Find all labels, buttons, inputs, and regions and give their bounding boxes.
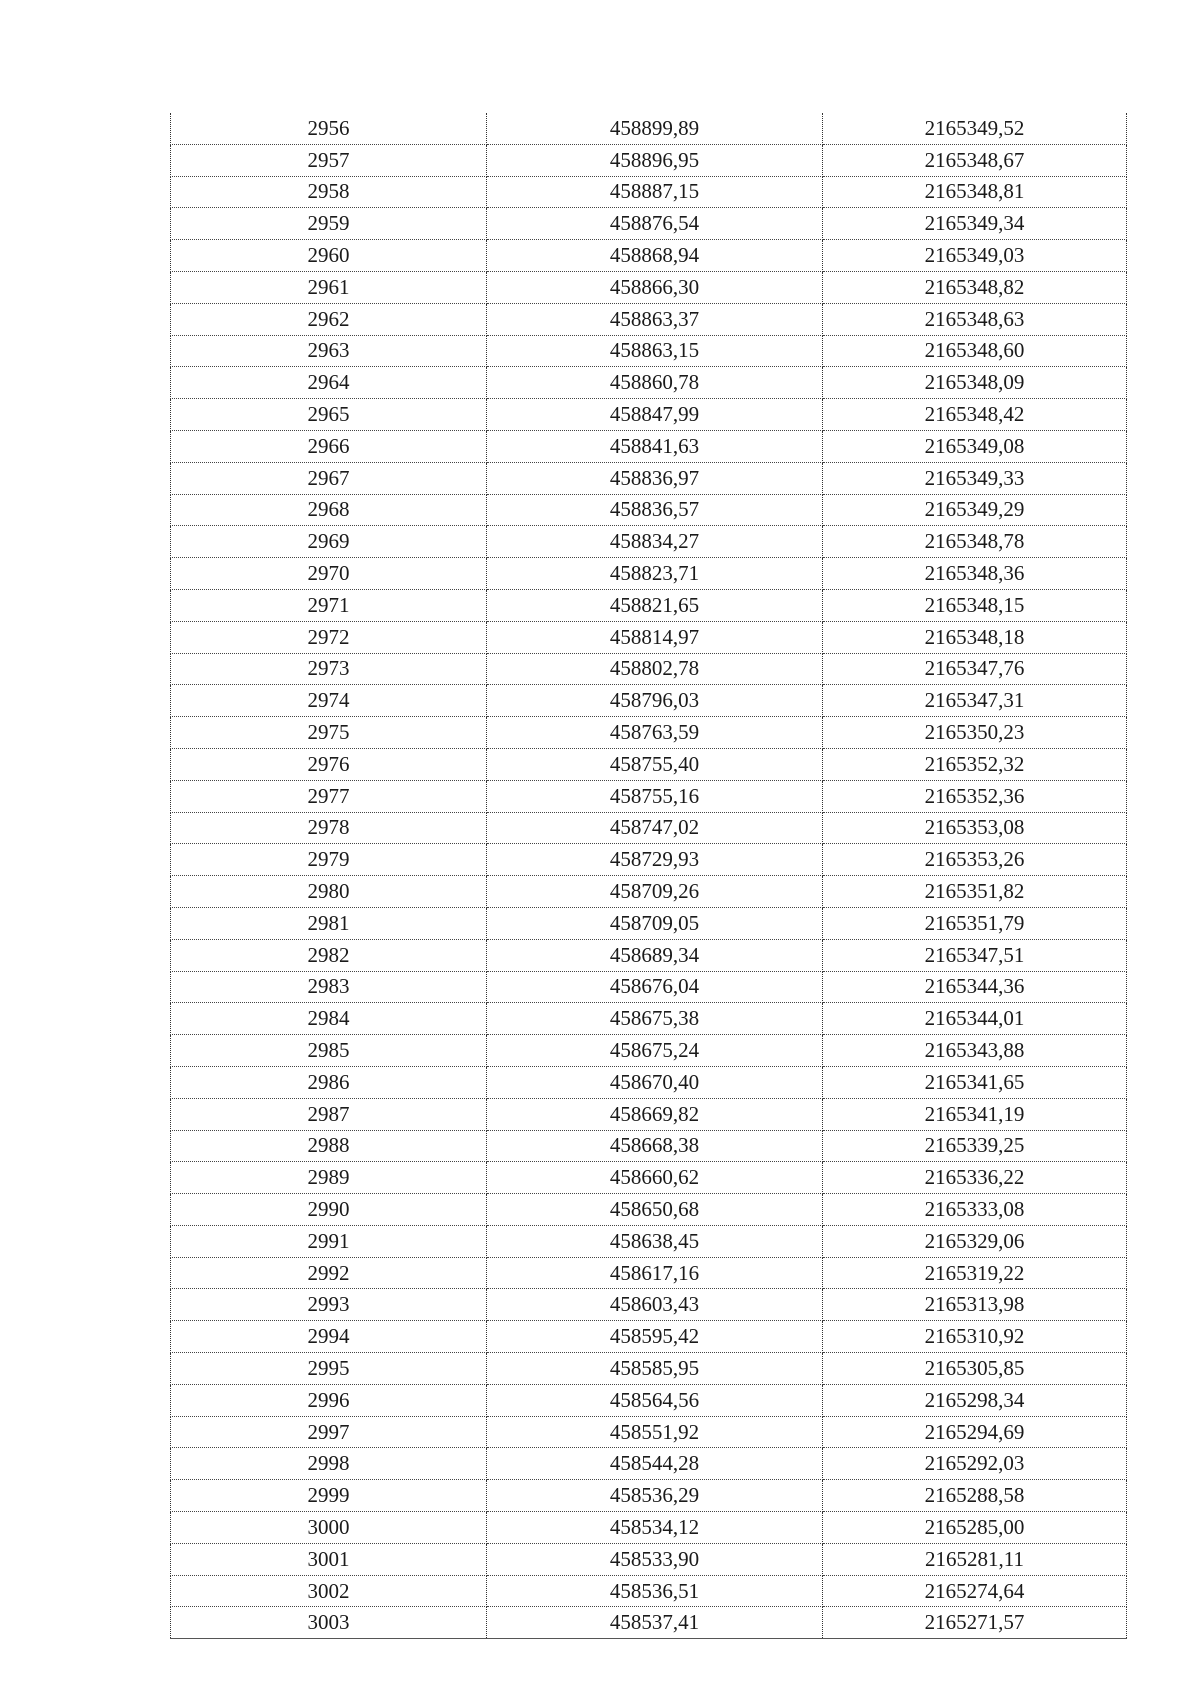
x-coordinate-cell: 458660,62 xyxy=(487,1162,823,1194)
table-row xyxy=(171,462,1127,494)
point-number-cell: 2961 xyxy=(171,271,487,303)
x-coordinate-cell: 458537,41 xyxy=(487,1607,823,1639)
point-number-cell: 2990 xyxy=(171,1194,487,1226)
point-number-cell: 2986 xyxy=(171,1066,487,1098)
x-coordinate-cell: 458863,15 xyxy=(487,335,823,367)
point-number-cell: 2978 xyxy=(171,812,487,844)
point-number-cell: 2958 xyxy=(171,176,487,208)
x-coordinate-cell: 458755,40 xyxy=(487,748,823,780)
y-coordinate-cell: 2165348,78 xyxy=(823,526,1127,558)
point-number-cell: 2972 xyxy=(171,621,487,653)
point-number-cell: 2981 xyxy=(171,907,487,939)
point-number-cell: 2970 xyxy=(171,558,487,590)
point-number-cell: 2969 xyxy=(171,526,487,558)
x-coordinate-cell: 458585,95 xyxy=(487,1353,823,1385)
y-coordinate-cell: 2165349,33 xyxy=(823,462,1127,494)
table-row xyxy=(171,1162,1127,1194)
point-number-cell: 2959 xyxy=(171,208,487,240)
point-number-cell: 2988 xyxy=(171,1130,487,1162)
y-coordinate-cell: 2165348,09 xyxy=(823,367,1127,399)
point-number-cell: 2976 xyxy=(171,748,487,780)
table-row xyxy=(171,1130,1127,1162)
y-coordinate-cell: 2165274,64 xyxy=(823,1575,1127,1607)
point-number-cell: 2998 xyxy=(171,1448,487,1480)
x-coordinate-cell: 458536,29 xyxy=(487,1480,823,1512)
y-coordinate-cell: 2165344,36 xyxy=(823,971,1127,1003)
y-coordinate-cell: 2165271,57 xyxy=(823,1607,1127,1639)
table-row xyxy=(171,1321,1127,1353)
table-row xyxy=(171,303,1127,335)
y-coordinate-cell: 2165349,29 xyxy=(823,494,1127,526)
point-number-cell: 2957 xyxy=(171,144,487,176)
x-coordinate-cell: 458676,04 xyxy=(487,971,823,1003)
y-coordinate-cell: 2165285,00 xyxy=(823,1512,1127,1544)
table-row xyxy=(171,653,1127,685)
x-coordinate-cell: 458709,05 xyxy=(487,907,823,939)
table-row xyxy=(171,208,1127,240)
y-coordinate-cell: 2165347,31 xyxy=(823,685,1127,717)
x-coordinate-cell: 458709,26 xyxy=(487,876,823,908)
y-coordinate-cell: 2165336,22 xyxy=(823,1162,1127,1194)
table-row xyxy=(171,1480,1127,1512)
table-row xyxy=(171,271,1127,303)
point-number-cell: 2989 xyxy=(171,1162,487,1194)
table-row xyxy=(171,335,1127,367)
x-coordinate-cell: 458689,34 xyxy=(487,939,823,971)
x-coordinate-cell: 458823,71 xyxy=(487,558,823,590)
y-coordinate-cell: 2165339,25 xyxy=(823,1130,1127,1162)
x-coordinate-cell: 458729,93 xyxy=(487,844,823,876)
y-coordinate-cell: 2165348,60 xyxy=(823,335,1127,367)
y-coordinate-cell: 2165298,34 xyxy=(823,1384,1127,1416)
x-coordinate-cell: 458595,42 xyxy=(487,1321,823,1353)
table-row xyxy=(171,1003,1127,1035)
x-coordinate-cell: 458603,43 xyxy=(487,1289,823,1321)
y-coordinate-cell: 2165348,42 xyxy=(823,399,1127,431)
y-coordinate-cell: 2165349,08 xyxy=(823,430,1127,462)
table-row xyxy=(171,1575,1127,1607)
y-coordinate-cell: 2165310,92 xyxy=(823,1321,1127,1353)
table-row xyxy=(171,844,1127,876)
point-number-cell: 2977 xyxy=(171,780,487,812)
x-coordinate-cell: 458863,37 xyxy=(487,303,823,335)
y-coordinate-cell: 2165333,08 xyxy=(823,1194,1127,1226)
point-number-cell: 2966 xyxy=(171,430,487,462)
y-coordinate-cell: 2165353,26 xyxy=(823,844,1127,876)
y-coordinate-cell: 2165292,03 xyxy=(823,1448,1127,1480)
y-coordinate-cell: 2165350,23 xyxy=(823,717,1127,749)
table-row xyxy=(171,1448,1127,1480)
point-number-cell: 3003 xyxy=(171,1607,487,1639)
point-number-cell: 2994 xyxy=(171,1321,487,1353)
y-coordinate-cell: 2165329,06 xyxy=(823,1225,1127,1257)
table-row xyxy=(171,1416,1127,1448)
point-number-cell: 2979 xyxy=(171,844,487,876)
point-number-cell: 2956 xyxy=(171,113,487,144)
point-number-cell: 2987 xyxy=(171,1098,487,1130)
x-coordinate-cell: 458534,12 xyxy=(487,1512,823,1544)
x-coordinate-cell: 458868,94 xyxy=(487,240,823,272)
table-row xyxy=(171,685,1127,717)
y-coordinate-cell: 2165348,67 xyxy=(823,144,1127,176)
y-coordinate-cell: 2165351,79 xyxy=(823,907,1127,939)
y-coordinate-cell: 2165341,65 xyxy=(823,1066,1127,1098)
point-number-cell: 2984 xyxy=(171,1003,487,1035)
y-coordinate-cell: 2165281,11 xyxy=(823,1543,1127,1575)
table-row xyxy=(171,494,1127,526)
point-number-cell: 2982 xyxy=(171,939,487,971)
table-row xyxy=(171,1066,1127,1098)
table-row xyxy=(171,1607,1127,1639)
y-coordinate-cell: 2165348,82 xyxy=(823,271,1127,303)
x-coordinate-cell: 458841,63 xyxy=(487,430,823,462)
y-coordinate-cell: 2165348,36 xyxy=(823,558,1127,590)
x-coordinate-cell: 458755,16 xyxy=(487,780,823,812)
x-coordinate-cell: 458544,28 xyxy=(487,1448,823,1480)
y-coordinate-cell: 2165349,52 xyxy=(823,113,1127,144)
point-number-cell: 2999 xyxy=(171,1480,487,1512)
x-coordinate-cell: 458796,03 xyxy=(487,685,823,717)
y-coordinate-cell: 2165348,18 xyxy=(823,621,1127,653)
table-row xyxy=(171,907,1127,939)
y-coordinate-cell: 2165341,19 xyxy=(823,1098,1127,1130)
table-row xyxy=(171,1035,1127,1067)
table-row xyxy=(171,1512,1127,1544)
y-coordinate-cell: 2165347,76 xyxy=(823,653,1127,685)
table-row xyxy=(171,399,1127,431)
x-coordinate-cell: 458836,57 xyxy=(487,494,823,526)
table-row xyxy=(171,1257,1127,1289)
table-row xyxy=(171,1384,1127,1416)
table-row xyxy=(171,748,1127,780)
x-coordinate-cell: 458675,38 xyxy=(487,1003,823,1035)
y-coordinate-cell: 2165319,22 xyxy=(823,1257,1127,1289)
point-number-cell: 3000 xyxy=(171,1512,487,1544)
point-number-cell: 2974 xyxy=(171,685,487,717)
x-coordinate-cell: 458876,54 xyxy=(487,208,823,240)
table-row xyxy=(171,176,1127,208)
y-coordinate-cell: 2165349,03 xyxy=(823,240,1127,272)
point-number-cell: 2996 xyxy=(171,1384,487,1416)
table-row xyxy=(171,526,1127,558)
y-coordinate-cell: 2165344,01 xyxy=(823,1003,1127,1035)
y-coordinate-cell: 2165352,36 xyxy=(823,780,1127,812)
table-row xyxy=(171,1353,1127,1385)
x-coordinate-cell: 458650,68 xyxy=(487,1194,823,1226)
table-row xyxy=(171,1225,1127,1257)
point-number-cell: 2967 xyxy=(171,462,487,494)
point-number-cell: 2962 xyxy=(171,303,487,335)
x-coordinate-cell: 458887,15 xyxy=(487,176,823,208)
point-number-cell: 3002 xyxy=(171,1575,487,1607)
point-number-cell: 2964 xyxy=(171,367,487,399)
table-row xyxy=(171,939,1127,971)
x-coordinate-cell: 458551,92 xyxy=(487,1416,823,1448)
table-row xyxy=(171,367,1127,399)
x-coordinate-cell: 458669,82 xyxy=(487,1098,823,1130)
coordinates-table xyxy=(170,113,1127,1639)
y-coordinate-cell: 2165348,15 xyxy=(823,589,1127,621)
point-number-cell: 2980 xyxy=(171,876,487,908)
y-coordinate-cell: 2165348,63 xyxy=(823,303,1127,335)
point-number-cell: 2973 xyxy=(171,653,487,685)
point-number-cell: 2997 xyxy=(171,1416,487,1448)
table-row xyxy=(171,780,1127,812)
table-row xyxy=(171,558,1127,590)
table-row xyxy=(171,971,1127,1003)
point-number-cell: 2960 xyxy=(171,240,487,272)
x-coordinate-cell: 458747,02 xyxy=(487,812,823,844)
y-coordinate-cell: 2165305,85 xyxy=(823,1353,1127,1385)
table-row xyxy=(171,430,1127,462)
y-coordinate-cell: 2165351,82 xyxy=(823,876,1127,908)
y-coordinate-cell: 2165352,32 xyxy=(823,748,1127,780)
x-coordinate-cell: 458763,59 xyxy=(487,717,823,749)
point-number-cell: 2985 xyxy=(171,1035,487,1067)
table-row xyxy=(171,144,1127,176)
x-coordinate-cell: 458899,89 xyxy=(487,113,823,144)
x-coordinate-cell: 458670,40 xyxy=(487,1066,823,1098)
point-number-cell: 2995 xyxy=(171,1353,487,1385)
x-coordinate-cell: 458847,99 xyxy=(487,399,823,431)
point-number-cell: 2963 xyxy=(171,335,487,367)
table-row xyxy=(171,113,1127,144)
x-coordinate-cell: 458617,16 xyxy=(487,1257,823,1289)
coordinates-table-body xyxy=(171,113,1127,1639)
point-number-cell: 2993 xyxy=(171,1289,487,1321)
table-row xyxy=(171,876,1127,908)
x-coordinate-cell: 458866,30 xyxy=(487,271,823,303)
x-coordinate-cell: 458896,95 xyxy=(487,144,823,176)
x-coordinate-cell: 458675,24 xyxy=(487,1035,823,1067)
y-coordinate-cell: 2165348,81 xyxy=(823,176,1127,208)
point-number-cell: 2965 xyxy=(171,399,487,431)
table-row xyxy=(171,621,1127,653)
table-row xyxy=(171,1098,1127,1130)
point-number-cell: 2983 xyxy=(171,971,487,1003)
point-number-cell: 2971 xyxy=(171,589,487,621)
x-coordinate-cell: 458814,97 xyxy=(487,621,823,653)
table-row xyxy=(171,240,1127,272)
table-row xyxy=(171,812,1127,844)
y-coordinate-cell: 2165313,98 xyxy=(823,1289,1127,1321)
y-coordinate-cell: 2165288,58 xyxy=(823,1480,1127,1512)
x-coordinate-cell: 458836,97 xyxy=(487,462,823,494)
x-coordinate-cell: 458668,38 xyxy=(487,1130,823,1162)
table-row xyxy=(171,1543,1127,1575)
table-row xyxy=(171,589,1127,621)
table-row xyxy=(171,1194,1127,1226)
y-coordinate-cell: 2165343,88 xyxy=(823,1035,1127,1067)
y-coordinate-cell: 2165347,51 xyxy=(823,939,1127,971)
table-row xyxy=(171,1289,1127,1321)
point-number-cell: 2975 xyxy=(171,717,487,749)
y-coordinate-cell: 2165349,34 xyxy=(823,208,1127,240)
x-coordinate-cell: 458834,27 xyxy=(487,526,823,558)
y-coordinate-cell: 2165353,08 xyxy=(823,812,1127,844)
point-number-cell: 2968 xyxy=(171,494,487,526)
x-coordinate-cell: 458821,65 xyxy=(487,589,823,621)
y-coordinate-cell: 2165294,69 xyxy=(823,1416,1127,1448)
x-coordinate-cell: 458533,90 xyxy=(487,1543,823,1575)
point-number-cell: 3001 xyxy=(171,1543,487,1575)
table-row xyxy=(171,717,1127,749)
x-coordinate-cell: 458564,56 xyxy=(487,1384,823,1416)
point-number-cell: 2992 xyxy=(171,1257,487,1289)
x-coordinate-cell: 458536,51 xyxy=(487,1575,823,1607)
x-coordinate-cell: 458860,78 xyxy=(487,367,823,399)
x-coordinate-cell: 458802,78 xyxy=(487,653,823,685)
point-number-cell: 2991 xyxy=(171,1225,487,1257)
x-coordinate-cell: 458638,45 xyxy=(487,1225,823,1257)
